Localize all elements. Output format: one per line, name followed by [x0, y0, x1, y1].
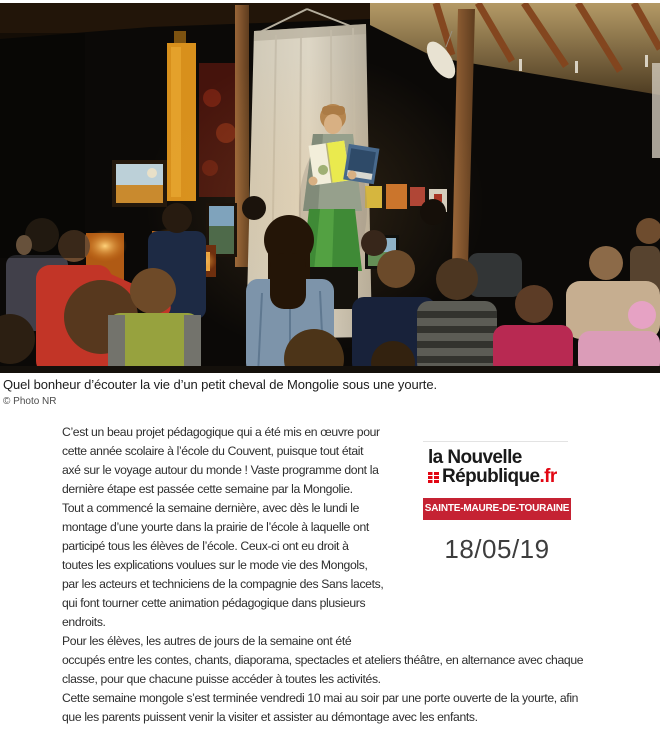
- left-vignette: [0, 33, 85, 258]
- article-line: classe, pour que chacune puisse accéder à toutes les activités.: [62, 672, 381, 686]
- article-line: occupés entre les contes, chants, diaporama, spectacles et ateliers théâtre, en alternance avec chaque: [62, 653, 584, 667]
- photo-credit: © Photo NR: [3, 396, 57, 407]
- location-badge[interactable]: SAINTE-MAURE-DE-TOURAINE: [423, 498, 571, 520]
- logo-text-republique: République: [442, 466, 540, 487]
- article-line: toutes les explications voulues sur le mode vie des Mongols,: [62, 558, 368, 572]
- article-line: qui font tourner cette animation pédagogique dans plusieurs: [62, 596, 366, 610]
- article-line: Tout a commencé la semaine dernière, avec dès le lundi le: [62, 501, 360, 515]
- article-line: endroits.: [62, 615, 106, 629]
- article-line: Cette semaine mongole s’est terminée vendredi 10 mai au soir par une porte ouverte de la yourte, afin: [62, 691, 579, 705]
- publisher-block: [423, 441, 571, 565]
- article-line: par les acteurs et techniciens de la compagnie des Sans lacets,: [62, 577, 384, 591]
- right-edge-cloth: [652, 63, 660, 158]
- article-date: 18/05/19: [444, 534, 550, 564]
- logo-text-fr: .fr: [539, 466, 557, 487]
- blue-book: [343, 144, 379, 184]
- article-line: dernière étape est passée cette semaine par la Mongolie.: [62, 482, 353, 496]
- article-line: participé tous les élèves de l’école. Ceux-ci ont eu droit à: [62, 539, 349, 553]
- publisher-logo[interactable]: [423, 441, 568, 487]
- logo-text-la-nouvelle: la Nouvelle: [428, 447, 522, 468]
- article-line: Pour les élèves, les autres de jours de la semaine ont été: [62, 634, 352, 648]
- article-line: que les parents puissent venir la visiter et assister au démontage avec les enfants.: [62, 710, 478, 724]
- yurt-storytelling-photo: [0, 3, 660, 373]
- logo-line-republique: [428, 467, 568, 487]
- article-line: cette année scolaire à l’école du Couvent, puisque tout était: [62, 444, 364, 458]
- photo-caption: Quel bonheur d’écouter la vie d’un petit cheval de Mongolie sous une yourte.: [3, 377, 437, 392]
- article-body: [62, 423, 652, 727]
- article-line: montage d’une yourte dans la prairie de l’école à laquelle ont: [62, 520, 369, 534]
- article-line: axé sur le voyage autour du monde ! Vaste programme dont la: [62, 463, 379, 477]
- nr-logo-icon: [428, 472, 439, 483]
- article-line: C’est un beau projet pédagogique qui a été mis en œuvre pour: [62, 425, 380, 439]
